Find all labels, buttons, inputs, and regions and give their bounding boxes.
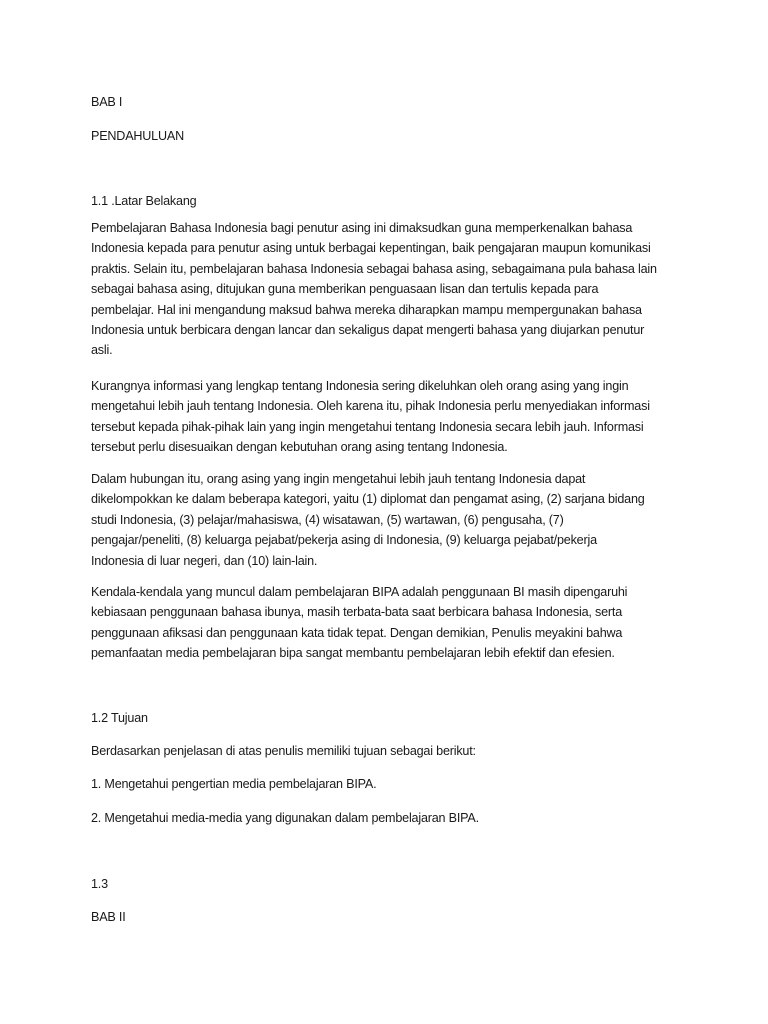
chapter-title: PENDAHULUAN xyxy=(91,129,184,143)
section-heading-1-3: 1.3 xyxy=(91,877,108,891)
section-heading-latar-belakang: 1.1 .Latar Belakang xyxy=(91,194,197,208)
tujuan-item: 1. Mengetahui pengertian media pembelajaran BIPA. xyxy=(91,777,377,791)
tujuan-item: 2. Mengetahui media-media yang digunakan dalam pembelajaran BIPA. xyxy=(91,811,479,825)
next-chapter-label: BAB II xyxy=(91,910,126,924)
paragraph-kendala: Kendala-kendala yang muncul dalam pembelajaran BIPA adalah penggunaan BI masih dipengaruhi kebiasaan penggunaan bahasa ibunya, masih terbata-bata saat berbicara bahasa Indonesia, serta penggunaan afiksasi dan penggunaan kata tidak tepat. Dengan demikian, Penulis meyakini bahwa pemanfaatan media pembelajaran bipa sangat membantu pembelajaran lebih efektif dan efesien. xyxy=(91,585,628,661)
tujuan-intro: Berdasarkan penjelasan di atas penulis memiliki tujuan sebagai berikut: xyxy=(91,744,476,758)
paragraph-pembelajaran: Pembelajaran Bahasa Indonesia bagi penutur asing ini dimaksudkan guna memperkenalkan bahasa Indonesia kepada para penutur asing untuk berbagai kepentingan, baik pengajaran maupun komunikasi praktis. Selain itu, pembelajaran bahasa Indonesia sebagai bahasa asing, sebagaimana pula bahasa lain sebagai bahasa asing, ditujukan guna memberikan penguasaan lisan dan tertulis kepada para pembelajar. Hal ini mengandung maksud bahwa mereka diharapkan mampu mempergunakan bahasa Indonesia untuk berbicara dengan lancar dan sekaligus dapat mengerti bahasa yang diujarkan penutur asli. xyxy=(91,221,657,358)
paragraph-kurangnya-informasi: Kurangnya informasi yang lengkap tentang Indonesia sering dikeluhkan oleh orang asing yang ingin mengetahui lebih jauh tentang Indonesia. Oleh karena itu, pihak Indonesia perlu menyediakan informasi tersebut kepada pihak-pihak lain yang ingin mengetahui tentang Indonesia secara lebih jauh. Informasi tersebut perlu disesuaikan dengan kebutuhan orang asing tentang Indonesia. xyxy=(91,379,650,455)
chapter-label: BAB I xyxy=(91,95,123,109)
paragraph-dalam-hubungan: Dalam hubungan itu, orang asing yang ingin mengetahui lebih jauh tentang Indonesia dapat dikelompokkan ke dalam beberapa kategori, yaitu (1) diplomat dan pengamat asing, (2) sarjana bidang studi Indonesia, (3) pelajar/mahasiswa, (4) wisatawan, (5) wartawan, (6) pengusaha, (7) pengajar/peneliti, (8) keluarga pejabat/pekerja asing di Indonesia, (9) keluarga pejabat/pekerja Indonesia di luar negeri, dan (10) lain-lain. xyxy=(91,472,645,568)
section-heading-tujuan: 1.2 Tujuan xyxy=(91,711,148,725)
